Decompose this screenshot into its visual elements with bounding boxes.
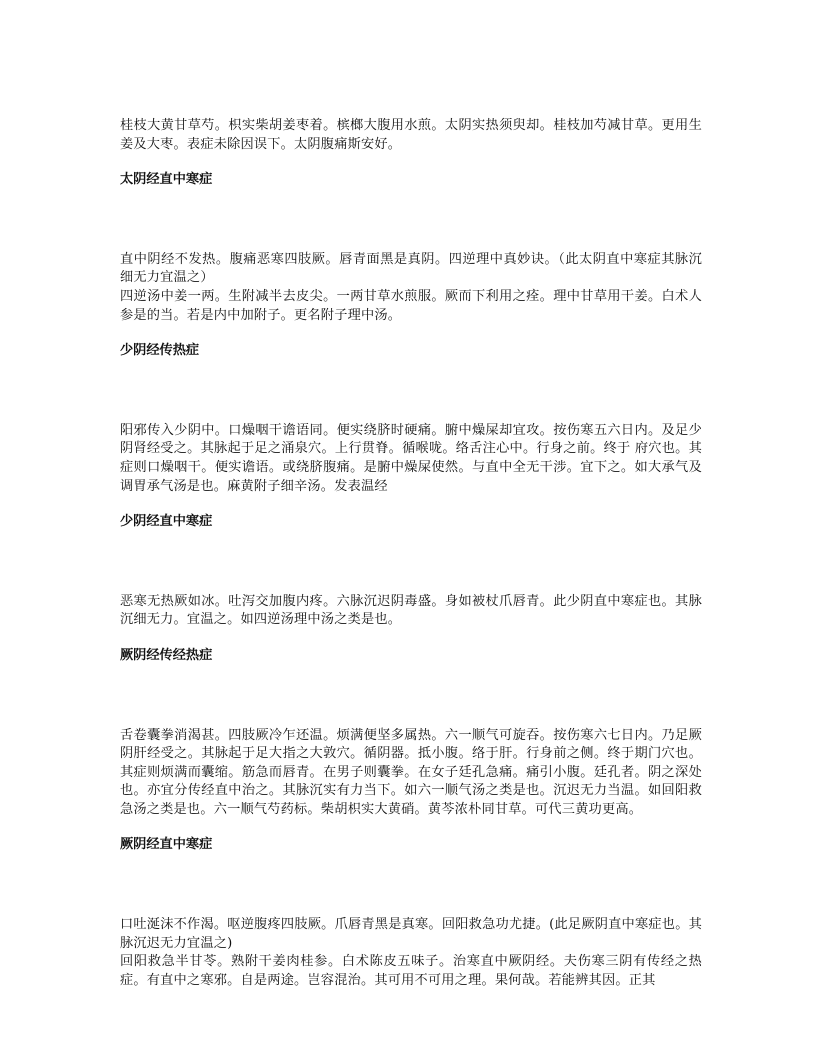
paragraph-taiyin-shire-verse: 桂枝大黄甘草芍。枳实柴胡姜枣着。槟榔大腹用水煎。太阴实热须臾却。桂枝加芍减甘草。更用生姜及大枣。表症未除因误下。太阴腹痛斯安好。 (120, 118, 702, 152)
heading-taiyin-zhizhong-hanzheng: 太阴经直中寒症 (120, 172, 213, 188)
paragraph-taiyin-cold-verse: 直中阴经不发热。腹痛恶寒四肢厥。唇青面黑是真阴。四逆理中真妙诀。（此太阴直中寒症其脉沉细无力宜温之） (120, 251, 702, 286)
heading-jueyin-chuanjing-rezheng: 厥阴经传经热症 (120, 647, 213, 663)
paragraph-huiyang-jiuji-recipe: 回阳救急半甘苓。熟附干姜肉桂参。白术陈皮五味子。治寒直中厥阴经。夫伤寒三阴有传经之热症。有直中之寒邪。自是两途。岂容混治。其可用不可用之理。果何哉。若能辨其因。正其 (120, 954, 702, 988)
heading-shaoyin-zhizhong-hanzheng: 少阴经直中寒症 (120, 514, 213, 530)
heading-shaoyin-chuanre-zheng: 少阴经传热症 (120, 343, 200, 359)
heading-jueyin-zhizhong-hanzheng: 厥阴经直中寒症 (120, 837, 213, 853)
paragraph-jueyin-heat-text: 舌卷囊拳消渴甚。四肢厥冷乍还温。烦满便坚多属热。六一顺气可旋吞。按伤寒六七日内。乃足厥阴肝经受之。其脉起于足大指之大敦穴。循阴器。抵小腹。络于肝。行身前之侧。终于期门穴也。其症则烦满而囊缩。筋急而唇青。在男子则囊拳。在女子廷孔急痛。痛引小腹。廷孔者。阴之深处也。亦宜分传经直中治之。其脉沉实有力当下。如六一顺气汤之类是也。沉迟无力当温。如回阳救急汤之类是也。六一顺气芍药标。柴胡枳实大黄硝。黄芩浓朴同甘草。可代三黄功更高。 (120, 727, 702, 817)
document-page (120, 117, 702, 990)
paragraph-shaoyin-cold-text: 恶寒无热厥如冰。吐泻交加腹内疼。六脉沉迟阴毒盛。身如被杖爪唇青。此少阴直中寒症也。其脉沉细无力。宜温之。如四逆汤理中汤之类是也。 (120, 593, 702, 628)
paragraph-sini-tang-recipe: 四逆汤中姜一两。生附减半去皮尖。一两甘草水煎服。厥而下利用之痊。理中甘草用干姜。白术人参是的当。若是内中加附子。更名附子理中汤。 (120, 288, 702, 323)
paragraph-jueyin-cold-verse: 口吐涎沫不作渴。呕逆腹疼四肢厥。爪唇青黑是真寒。回阳救急功尤捷。(此足厥阴直中寒症也。其脉沉迟无力宜温之) (120, 917, 702, 951)
paragraph-shaoyin-heat-text: 阳邪传入少阴中。口燥咽干谵语同。便实绕脐时硬痛。腑中燥屎却宜攻。按伤寒五六日内。及足少阴肾经受之。其脉起于足之涌泉穴。上行贯脊。循喉咙。络舌注心中。行身之前。终于 府穴也。其症则口燥咽干。便实谵语。或绕脐腹痛。是腑中燥屎使然。与直中全无干涉。宜下之。如大承气及调胃承气汤是也。麻黄附子细辛汤。发表温经 (120, 422, 702, 494)
